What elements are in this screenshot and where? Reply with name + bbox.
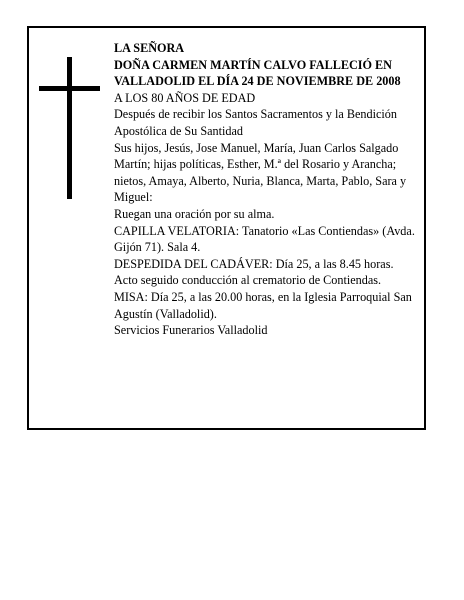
- obituary-notice: [27, 26, 426, 430]
- notice-title: LA SEÑORA: [114, 41, 185, 55]
- family-members: Sus hijos, Jesús, Jose Manuel, María, Juan Carlos Salgado Martín; hijas políticas, Esther, M.ª del Rosario y Arancha; nietos, Amaya, Alberto, Nuria, Blanca, Marta, Pablo, Sara y Miguel:: [114, 140, 407, 205]
- age-line: A LOS 80 AÑOS DE EDAD: [114, 90, 256, 105]
- deceased-name: DOÑA CARMEN MARTÍN CALVO FALLECIÓ EN VALLADOLID EL DÍA 24 DE NOVIEMBRE DE 2008: [114, 57, 401, 89]
- sacraments-line: Después de recibir los Santos Sacramentos y la Bendición Apostólica de Su Santidad: [114, 107, 397, 138]
- mass-info: MISA: Día 25, a las 20.00 horas, en la Iglesia Parroquial San Agustín (Valladolid).: [114, 289, 412, 321]
- cross-vertical-bar: [67, 57, 72, 199]
- prayer-request: Ruegan una oración por su alma.: [114, 206, 275, 221]
- obituary-text: [114, 40, 419, 339]
- farewell-info: DESPEDIDA DEL CADÁVER: Día 25, a las 8.45 horas. Acto seguido conducción al crematorio de Contiendas.: [114, 256, 394, 288]
- cross-icon: [39, 57, 100, 199]
- chapel-info: CAPILLA VELATORIA: Tanatorio «Las Contiendas» (Avda. Gijón 71). Sala 4.: [114, 223, 415, 255]
- funeral-services: Servicios Funerarios Valladolid: [114, 323, 268, 338]
- cross-horizontal-bar: [39, 86, 100, 91]
